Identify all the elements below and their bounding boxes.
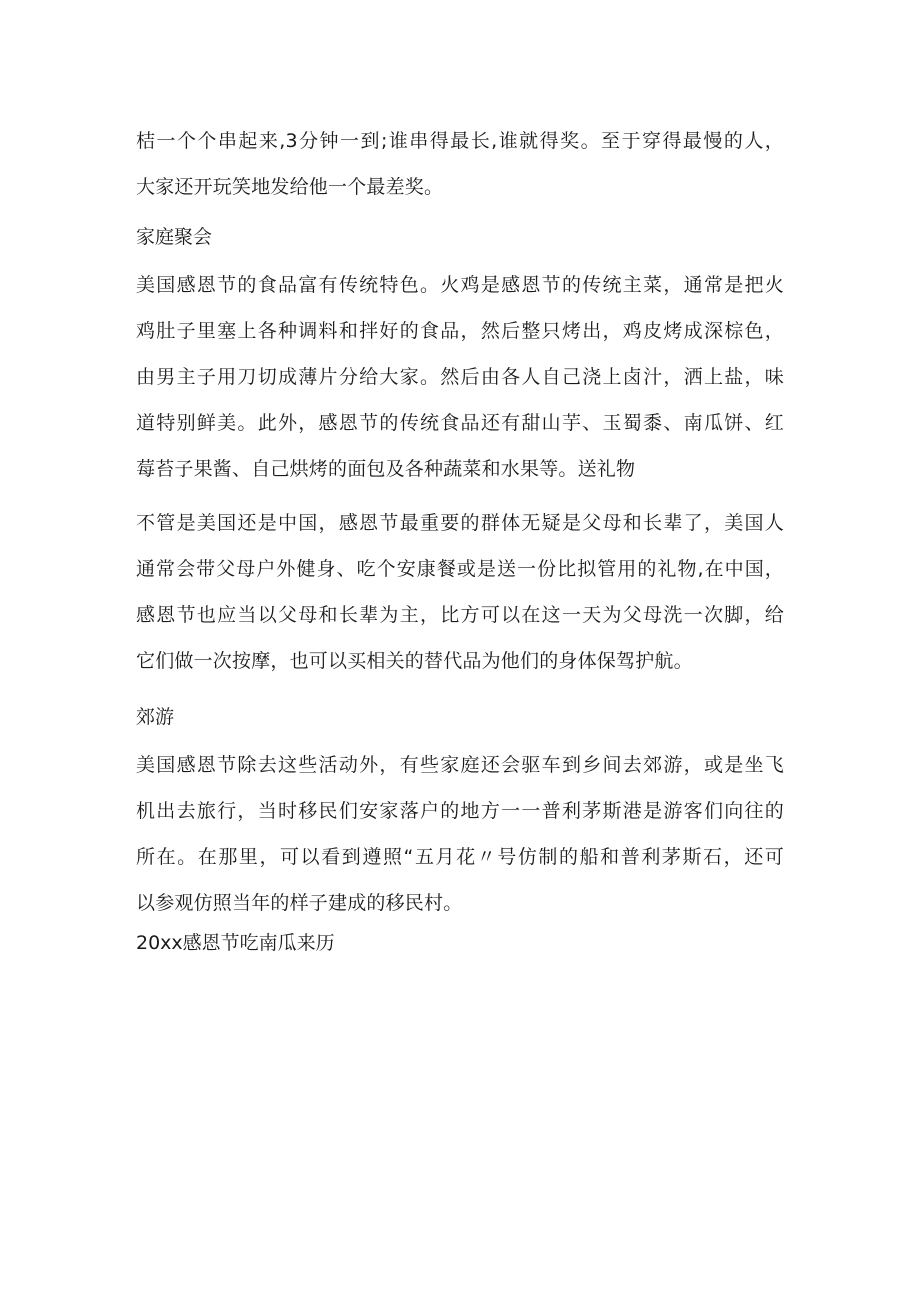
- paragraph-line: 以参观仿照当年的样子建成的移民村。: [136, 892, 463, 914]
- paragraph-line: 大家还开玩笑地发给他一个最差奖。: [136, 176, 444, 198]
- next-article-title: 20xx感恩节吃南瓜来历: [136, 932, 335, 954]
- section-heading-family-gathering: 家庭聚会: [136, 226, 213, 248]
- paragraph-line: 所在。在那里，可以看到遵照“五月花〃号仿制的船和普利茅斯石，还可: [136, 846, 784, 868]
- paragraph-outing: [136, 750, 784, 934]
- paragraph-line: 美国感恩节的食品富有传统特色。火鸡是感恩节的传统主菜，通常是把火: [136, 274, 784, 296]
- paragraph-line: 感恩节也应当以父母和长辈为主，比方可以在这一天为父母洗一次脚，给: [136, 604, 784, 626]
- section-heading-outing: 郊游: [136, 706, 175, 728]
- paragraph-family-gathering: [136, 270, 784, 500]
- paragraph-line: 机出去旅行，当时移民们安家落户的地方一一普利茅斯港是游客们向往的: [136, 800, 784, 822]
- paragraph-line: 通常会带父母户外健身、吃个安康餐或是送一份比拟管用的礼物,在中国，: [136, 558, 784, 580]
- paragraph-gifts: [136, 508, 784, 692]
- paragraph-line: 鸡肚子里塞上各种调料和拌好的食品，然后整只烤出，鸡皮烤成深棕色，: [136, 320, 784, 342]
- paragraph-line: 莓苔子果酱、自己烘烤的面包及各种蔬菜和水果等。送礼物: [136, 458, 636, 480]
- paragraph-line: 它们做一次按摩，也可以买相关的替代品为他们的身体保驾护航。: [136, 650, 693, 672]
- paragraph-line: 不管是美国还是中国，感恩节最重要的群体无疑是父母和长辈了，美国人: [136, 512, 784, 534]
- paragraph-line: 道特别鲜美。此外，感恩节的传统食品还有甜山芋、玉蜀黍、南瓜饼、红: [136, 412, 784, 434]
- paragraph-line: 桔一个个串起来,3分钟一到;谁串得最长,谁就得奖。至于穿得最慢的人，: [136, 130, 784, 152]
- paragraph-intro-continuation: [136, 126, 784, 218]
- paragraph-line: 美国感恩节除去这些活动外，有些家庭还会驱车到乡间去郊游，或是坐飞: [136, 754, 784, 776]
- paragraph-line: 由男主子用刀切成薄片分给大家。然后由各人自己浇上卤汁，洒上盐，味: [136, 366, 784, 388]
